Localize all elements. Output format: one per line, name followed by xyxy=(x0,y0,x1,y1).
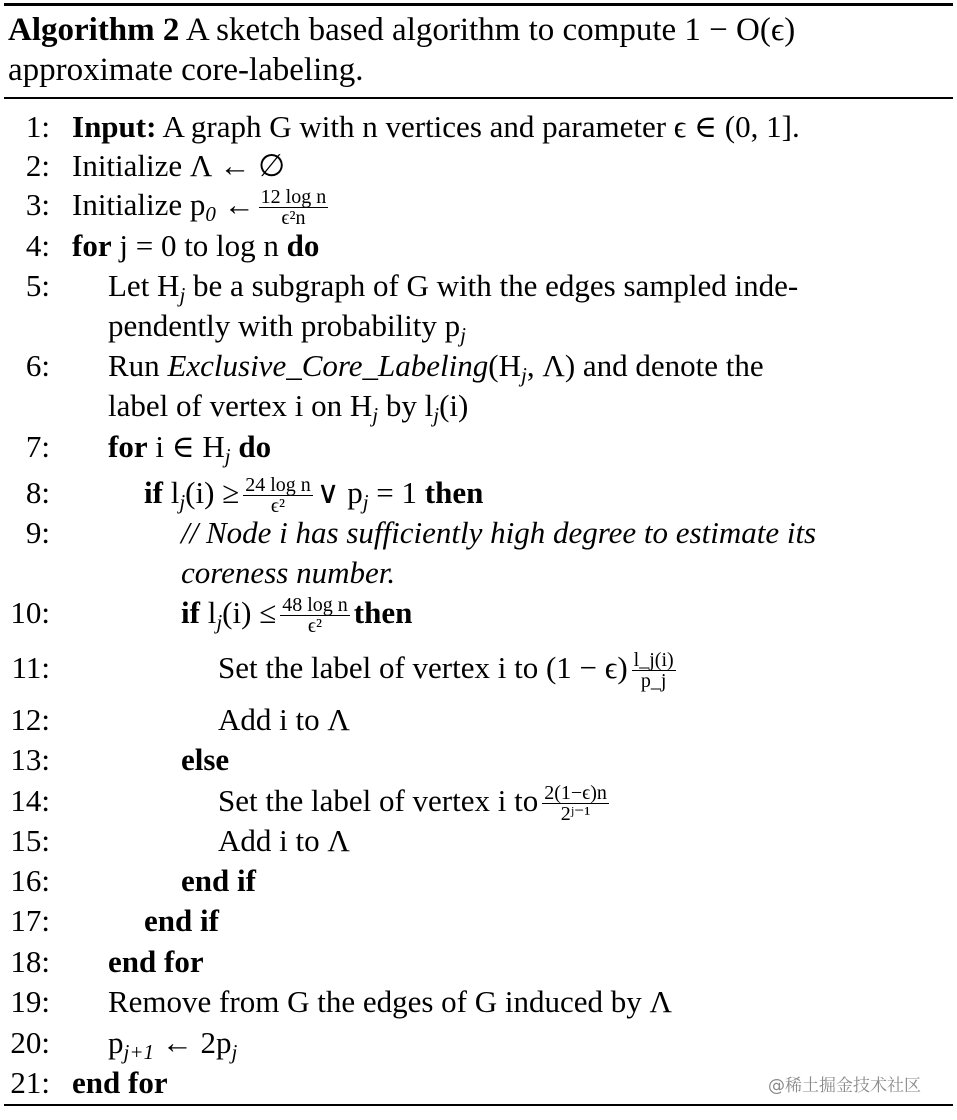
line-text: l xyxy=(162,475,180,510)
line-number: 3: xyxy=(25,187,50,222)
line-text: Remove from G the edges of G induced by Λ xyxy=(108,984,672,1019)
line-text: Set the label of vertex i to (1 − ϵ) xyxy=(218,650,628,685)
denominator: 2ʲ⁻¹ xyxy=(560,803,591,826)
keyword: for xyxy=(108,429,148,464)
line-text: l xyxy=(199,595,217,630)
algo-line-14 xyxy=(0,781,957,826)
algo-line-7 xyxy=(0,427,957,467)
numerator: 2(1−ϵ)n xyxy=(544,782,607,805)
algorithm-title: Algorithm 2 xyxy=(8,12,180,48)
line-text: Add i to Λ xyxy=(218,823,350,858)
line-text: (i) ≥ xyxy=(185,475,240,510)
algo-line-5 xyxy=(0,266,957,306)
keyword: if xyxy=(144,475,163,510)
line-text: label of vertex i on H xyxy=(108,388,373,423)
line-number: 4: xyxy=(25,228,50,263)
line-text: Initialize Λ ← ∅ xyxy=(72,148,286,183)
line-number: 1: xyxy=(25,109,50,144)
keyword: end if xyxy=(144,903,219,938)
line-content xyxy=(72,107,800,147)
algo-line-20 xyxy=(0,1023,957,1063)
line-text: Run xyxy=(108,348,168,383)
line-text: Add i to Λ xyxy=(218,702,350,737)
line-number: 6: xyxy=(25,348,50,383)
line-number: 11: xyxy=(11,650,50,685)
line-text: i ∈ H xyxy=(147,429,225,464)
fraction xyxy=(632,650,676,691)
subscript: j xyxy=(179,283,186,307)
keyword: do xyxy=(286,228,320,263)
subscript: j xyxy=(231,1040,238,1064)
caption-rule xyxy=(4,97,953,99)
comment: // Node i has sufficiently high degree to estimate its xyxy=(181,515,817,550)
top-rule xyxy=(4,3,953,6)
algo-line-15 xyxy=(0,821,957,861)
line-number: 19: xyxy=(10,984,50,1019)
numerator: 48 log n xyxy=(282,594,348,617)
line-text: p xyxy=(108,1025,124,1060)
numerator: 12 log n xyxy=(260,186,327,209)
keyword: else xyxy=(181,742,230,777)
line-number: 8: xyxy=(25,475,50,510)
algo-line-6-cont xyxy=(0,386,957,426)
line-text: (i) ≤ xyxy=(222,595,277,630)
fraction xyxy=(280,595,350,636)
line-content xyxy=(218,648,680,691)
algo-line-13 xyxy=(0,740,957,780)
subscript: j xyxy=(460,323,466,347)
line-number: 12: xyxy=(10,702,50,737)
algo-line-11 xyxy=(0,648,957,693)
keyword: for xyxy=(72,228,112,263)
line-number: 2: xyxy=(25,148,50,183)
line-number: 21: xyxy=(10,1065,50,1100)
algo-line-18 xyxy=(0,942,957,982)
subscript: j xyxy=(433,403,440,427)
line-text: , Λ) and denote the xyxy=(526,348,764,383)
line-content xyxy=(108,427,271,476)
line-text: j = 0 to log n xyxy=(111,228,287,263)
keyword: if xyxy=(181,595,200,630)
line-text: ← xyxy=(215,187,255,222)
algo-line-2 xyxy=(0,146,957,186)
line-text: ← 2p xyxy=(154,1025,232,1060)
numerator: 24 log n xyxy=(245,474,311,497)
keyword: Input: xyxy=(72,109,157,144)
line-text: (i) xyxy=(439,388,469,423)
line-text: A graph G with n vertices and parameter ϵ ∈ (0, 1]. xyxy=(156,109,800,144)
line-number: 14: xyxy=(10,783,50,818)
algo-line-16 xyxy=(0,861,957,901)
subscript: 0 xyxy=(205,202,216,226)
keyword: end for xyxy=(108,944,204,979)
algo-line-5-cont xyxy=(0,306,957,346)
line-content xyxy=(181,593,412,642)
subscript: j xyxy=(216,610,223,634)
comment: coreness number. xyxy=(181,555,396,590)
watermark: @稀土掘金技术社区 xyxy=(768,1076,921,1096)
fraction xyxy=(259,187,329,228)
keyword: end for xyxy=(72,1065,168,1100)
subscript: j xyxy=(521,363,527,387)
line-number: 18: xyxy=(10,944,50,979)
algo-line-17 xyxy=(0,901,957,941)
line-number: 15: xyxy=(10,823,50,858)
algo-line-10 xyxy=(0,593,957,638)
line-number: 13: xyxy=(10,742,50,777)
keyword: end if xyxy=(181,863,256,898)
keyword: then xyxy=(424,475,484,510)
algo-line-19 xyxy=(0,982,957,1022)
line-text: = 1 xyxy=(368,475,425,510)
algorithm-description: A sketch based algorithm to compute 1 − O(ϵ) approximate core-labeling. xyxy=(8,12,796,88)
line-number: 16: xyxy=(10,863,50,898)
numerator: l_j(i) xyxy=(633,649,674,672)
line-text: (H xyxy=(488,348,521,383)
subscript: j xyxy=(372,403,379,427)
algo-line-4 xyxy=(0,226,957,266)
line-text: Set the label of vertex i to xyxy=(218,783,539,818)
line-text: Initialize p xyxy=(72,187,206,222)
subscript: j xyxy=(224,444,231,468)
subscript: j+1 xyxy=(123,1040,155,1064)
algorithm-caption xyxy=(8,10,953,90)
line-number: 7: xyxy=(25,429,50,464)
algo-line-9 xyxy=(0,513,957,553)
denominator: ϵ²n xyxy=(281,207,306,230)
algo-line-6 xyxy=(0,346,957,386)
line-text: pendently with probability p xyxy=(108,308,461,343)
line-number: 9: xyxy=(25,515,50,550)
fraction xyxy=(243,475,313,516)
line-content xyxy=(218,781,613,824)
line-text: by l xyxy=(378,388,434,423)
line-number: 17: xyxy=(10,903,50,938)
line-text: Let H xyxy=(108,268,180,303)
line-number: 5: xyxy=(25,268,50,303)
line-content xyxy=(72,226,319,266)
algo-line-9-cont xyxy=(0,553,957,593)
keyword: do xyxy=(230,429,272,464)
line-text: be a subgraph of G with the edges sampled inde- xyxy=(185,268,799,303)
algo-line-1 xyxy=(0,107,957,147)
subscript: j xyxy=(362,490,369,514)
denominator: p_j xyxy=(640,670,667,693)
line-number: 20: xyxy=(10,1025,50,1060)
function-name: Exclusive_Core_Labeling xyxy=(167,348,489,383)
algo-line-8 xyxy=(0,473,957,518)
keyword: then xyxy=(353,595,413,630)
denominator: ϵ² xyxy=(270,495,286,518)
line-number: 10: xyxy=(10,595,50,630)
algo-line-3 xyxy=(0,185,957,230)
bottom-rule xyxy=(4,1104,953,1106)
subscript: j xyxy=(179,490,186,514)
denominator: ϵ² xyxy=(307,615,323,638)
algo-line-12 xyxy=(0,700,957,740)
line-text: ∨ p xyxy=(316,475,363,510)
fraction xyxy=(542,783,609,824)
